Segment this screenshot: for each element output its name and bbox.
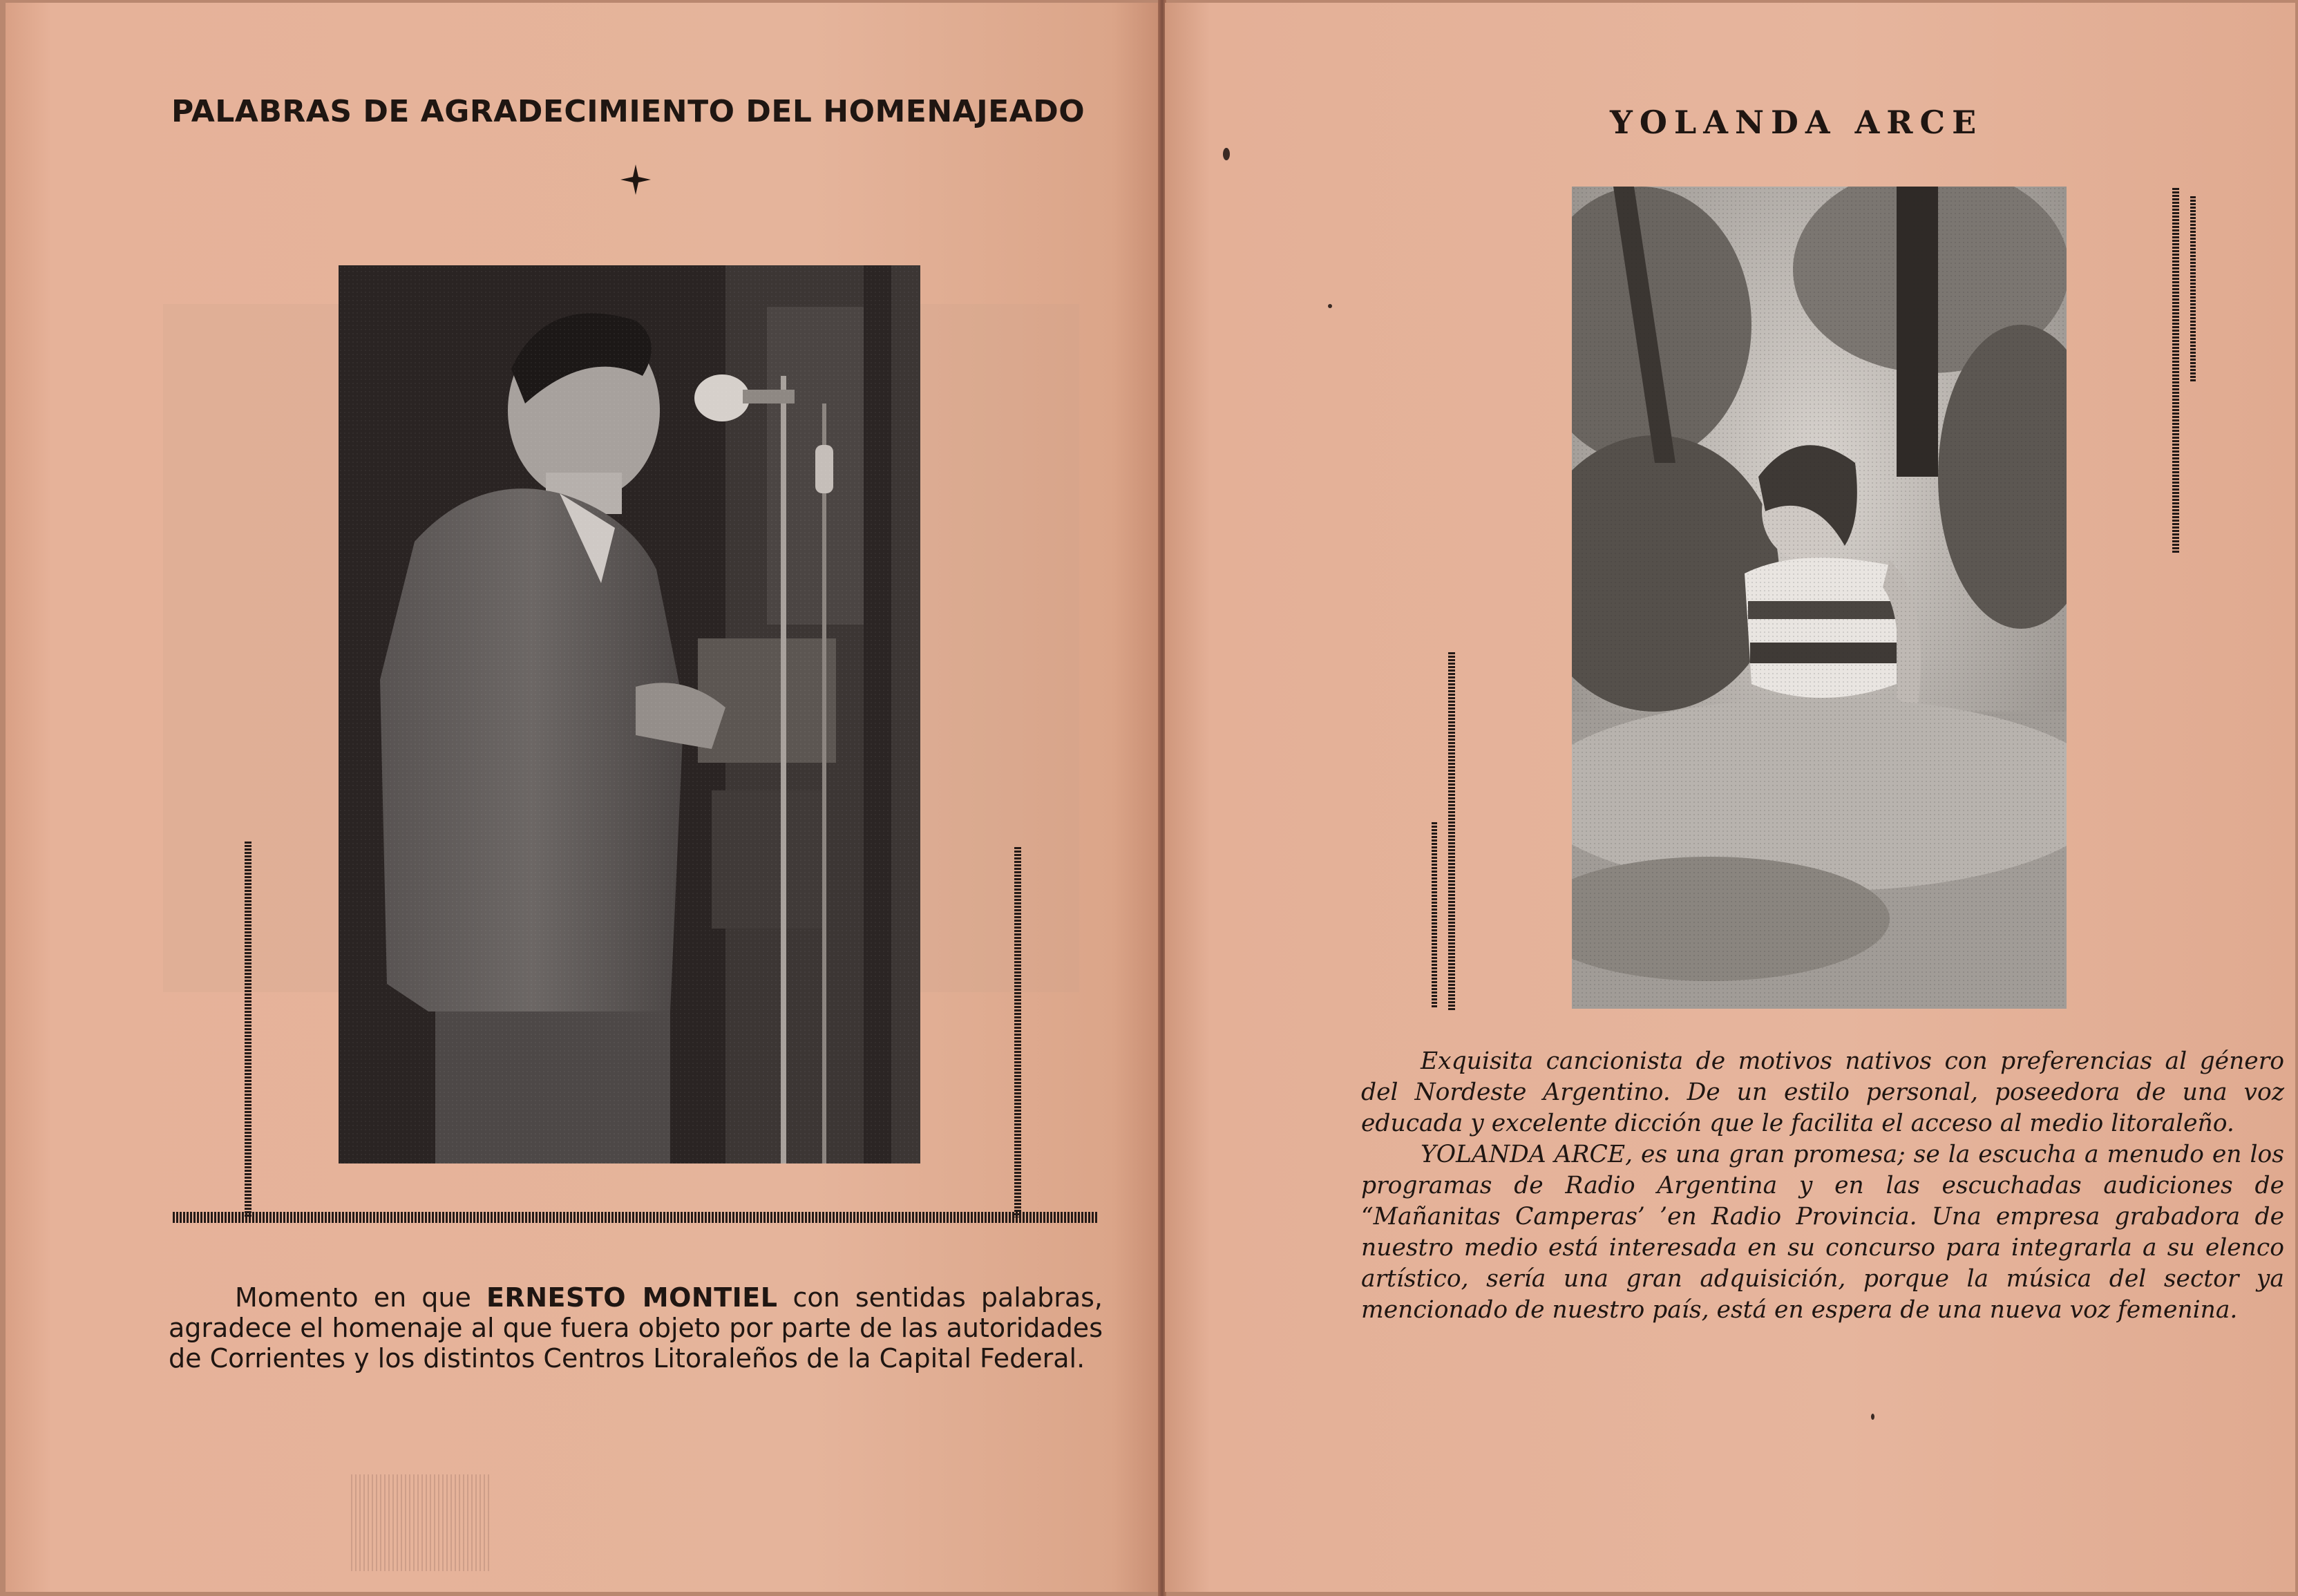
ink-speck <box>1328 304 1332 308</box>
left-vertical-rule <box>245 842 251 1217</box>
left-page <box>6 3 1158 1592</box>
photo-caption <box>169 1282 1103 1374</box>
right-top-rule-b <box>2190 196 2196 383</box>
ink-speck <box>1871 1414 1874 1420</box>
singer-description <box>1361 1046 2284 1326</box>
ink-speck <box>1223 148 1230 160</box>
star-ornament-icon <box>619 163 652 196</box>
horizontal-rule <box>173 1212 1099 1223</box>
caption-name: ERNESTO MONTIEL <box>486 1282 778 1313</box>
singer-photo <box>1572 187 2067 1009</box>
right-page-title: YOLANDA ARCE <box>1610 104 1984 141</box>
right-vertical-rule <box>1014 847 1021 1217</box>
left-page-title: PALABRAS DE AGRADECIMIENTO DEL HOMENAJEADO <box>171 94 1085 129</box>
speaker-photo <box>339 265 920 1163</box>
right-side-rule-b <box>1432 822 1437 1007</box>
caption-rest: con sentidas palabras, agradece el homenaje al que fuera objeto por parte de las autoridades de Corrientes y los distintos Centros Litoraleños de la Capital Federal. <box>169 1282 1103 1374</box>
paragraph-1: Exquisita cancionista de motivos nativos con preferencias al género del Nordeste Argentino. De un estilo personal, poseedora de una voz educada y excelente dicción que le facilita el acceso al medio litoraleño. <box>1361 1047 2284 1137</box>
right-side-rule-a <box>1448 652 1455 1011</box>
right-page <box>1165 3 2295 1592</box>
right-top-rule-a <box>2172 188 2179 554</box>
paragraph-2: YOLANDA ARCE, es una gran promesa; se la escucha a menudo en los programas de Radio Argentina y en las escuchadas audiciones de “Mañanitas Camperas’ ’en Radio Provincia. Una empresa grabadora de nuestro medio está interesada en su concurso para integrarla a su elenco artístico, sería una gran adquisición, porque la música del sector ya mencionado de nuestro país, está en espera de una nueva voz femenina. <box>1361 1141 2284 1324</box>
paper-smudge <box>351 1474 489 1571</box>
caption-intro: Momento en que <box>235 1282 471 1313</box>
